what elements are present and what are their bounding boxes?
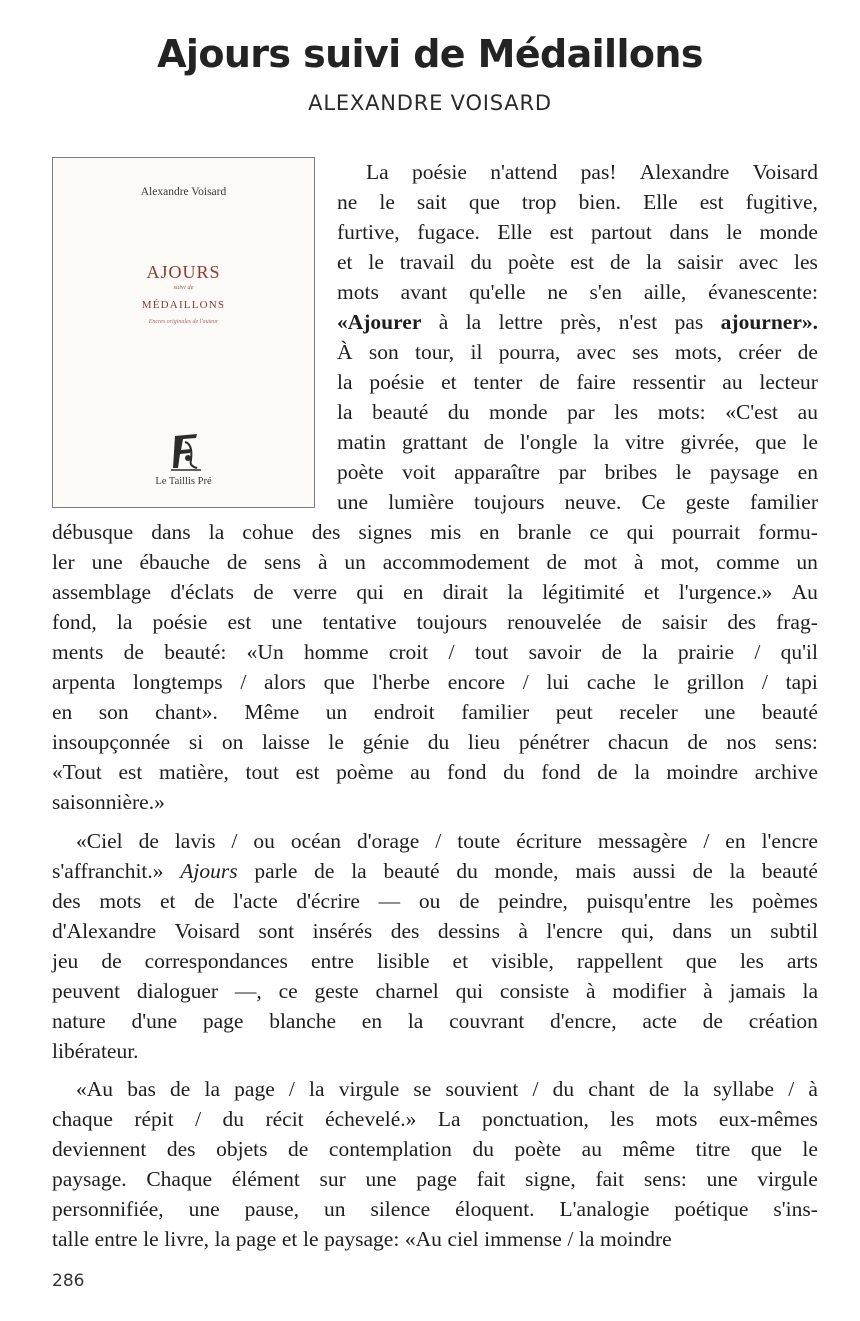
text-line: insoupçonnée si on laisse le génie du lieu pénétrer chacun de nos sens: (52, 730, 818, 754)
page-number: 286 (52, 1271, 85, 1291)
text-line: paysage. Chaque élément sur une page fait signe, fait sens: une virgule (52, 1167, 818, 1191)
cover-author: Alexandre Voisard (140, 186, 227, 198)
text-line: saisonnière.» (52, 790, 165, 814)
text-line: «Tout est matière, tout est poème au fond du fond de la moindre archive (52, 760, 818, 784)
text-line: une lumière toujours neuve. Ce geste familier (337, 490, 818, 514)
text-line: À son tour, il pourra, avec ses mots, créer de (337, 340, 818, 364)
text-line: «Ajourer à la lettre près, n'est pas ajourner». (337, 310, 818, 334)
text-line: libérateur. (52, 1039, 139, 1063)
text-line: fond, la poésie est une tentative toujours renouvelée de saisir des frag- (52, 610, 818, 634)
text-line: la poésie et tenter de faire ressentir au lecteur (337, 370, 818, 394)
text-line: la beauté du monde par les mots: «C'est au (337, 400, 818, 424)
text-line: poète voit apparaître par bribes le paysage en (337, 460, 818, 484)
cover-suivi-de: suivi de (173, 284, 194, 291)
cover-title: AJOURS (146, 262, 221, 282)
text-line: La poésie n'attend pas! Alexandre Voisard (366, 160, 818, 184)
text-line: et le travail du poète est de la saisir avec les (337, 250, 818, 274)
text-line: d'Alexandre Voisard sont insérés des dessins à l'encre qui, dans un subtil (52, 919, 818, 943)
text-line: talle entre le livre, la page et le paysage: «Au ciel immense / la moindre (52, 1227, 672, 1251)
text-line: mots avant qu'elle ne s'en aille, évanescente: (337, 280, 818, 304)
text-line: ler une ébauche de sens à un accommodement de mot à mot, comme un (52, 550, 818, 574)
text-line: nature d'une page blanche en la couvrant d'encre, acte de création (52, 1009, 818, 1033)
text-line: matin grattant de l'ongle la vitre givrée, que le (337, 430, 818, 454)
paragraph-1 (52, 157, 818, 817)
text-line: ne le sait que trop bien. Elle est fugitive, (337, 190, 818, 214)
text-line: assemblage d'éclats de verre qui en dirait la légitimité et l'urgence.» Au (52, 580, 818, 604)
article-author: ALEXANDRE VOISARD (308, 91, 552, 115)
text-line: «Au bas de la page / la virgule se souvient / du chant de la syllabe / à (76, 1077, 818, 1101)
text-line: personnifiée, une pause, un silence éloquent. L'analogie poétique s'ins- (52, 1197, 818, 1221)
cover-subtitle: MÉDAILLONS (141, 299, 226, 311)
text-line: des mots et de l'acte d'écrire — ou de peindre, puisqu'entre les poèmes (52, 889, 818, 913)
text-line: ments de beauté: «Un homme croit / tout savoir de la prairie / qu'il (52, 640, 818, 664)
article-title: Ajours suivi de Médaillons (157, 32, 703, 76)
text-line: «Ciel de lavis / ou océan d'orage / toute écriture messagère / en l'encre (76, 829, 818, 853)
text-line: furtive, fugace. Elle est partout dans le monde (337, 220, 818, 244)
paragraph-3 (52, 1074, 818, 1254)
text-line: deviennent des objets de contemplation du poète au même titre que le (52, 1137, 818, 1161)
text-line: s'affranchit.» Ajours parle de la beauté du monde, mais aussi de la beauté (52, 859, 818, 883)
text-line: chaque répit / du récit échevelé.» La ponctuation, les mots eux-mêmes (52, 1107, 818, 1131)
text-line: en son chant». Même un endroit familier peut receler une beauté (52, 700, 818, 724)
paragraph-2 (52, 826, 818, 1066)
cover-tagline: Encres originales de l'auteur (148, 319, 219, 325)
text-line: débusque dans la cohue des signes mis en branle ce qui pourrait formu- (52, 520, 818, 544)
text-line: peuvent dialoguer —, ce geste charnel qui consiste à modifier à jamais la (52, 979, 818, 1003)
text-line: arpenta longtemps / alors que l'herbe encore / lui cache le grillon / tapi (52, 670, 818, 694)
cover-publisher: Le Taillis Pré (155, 476, 212, 487)
text-line: jeu de correspondances entre lisible et visible, rappellent que les arts (52, 949, 818, 973)
